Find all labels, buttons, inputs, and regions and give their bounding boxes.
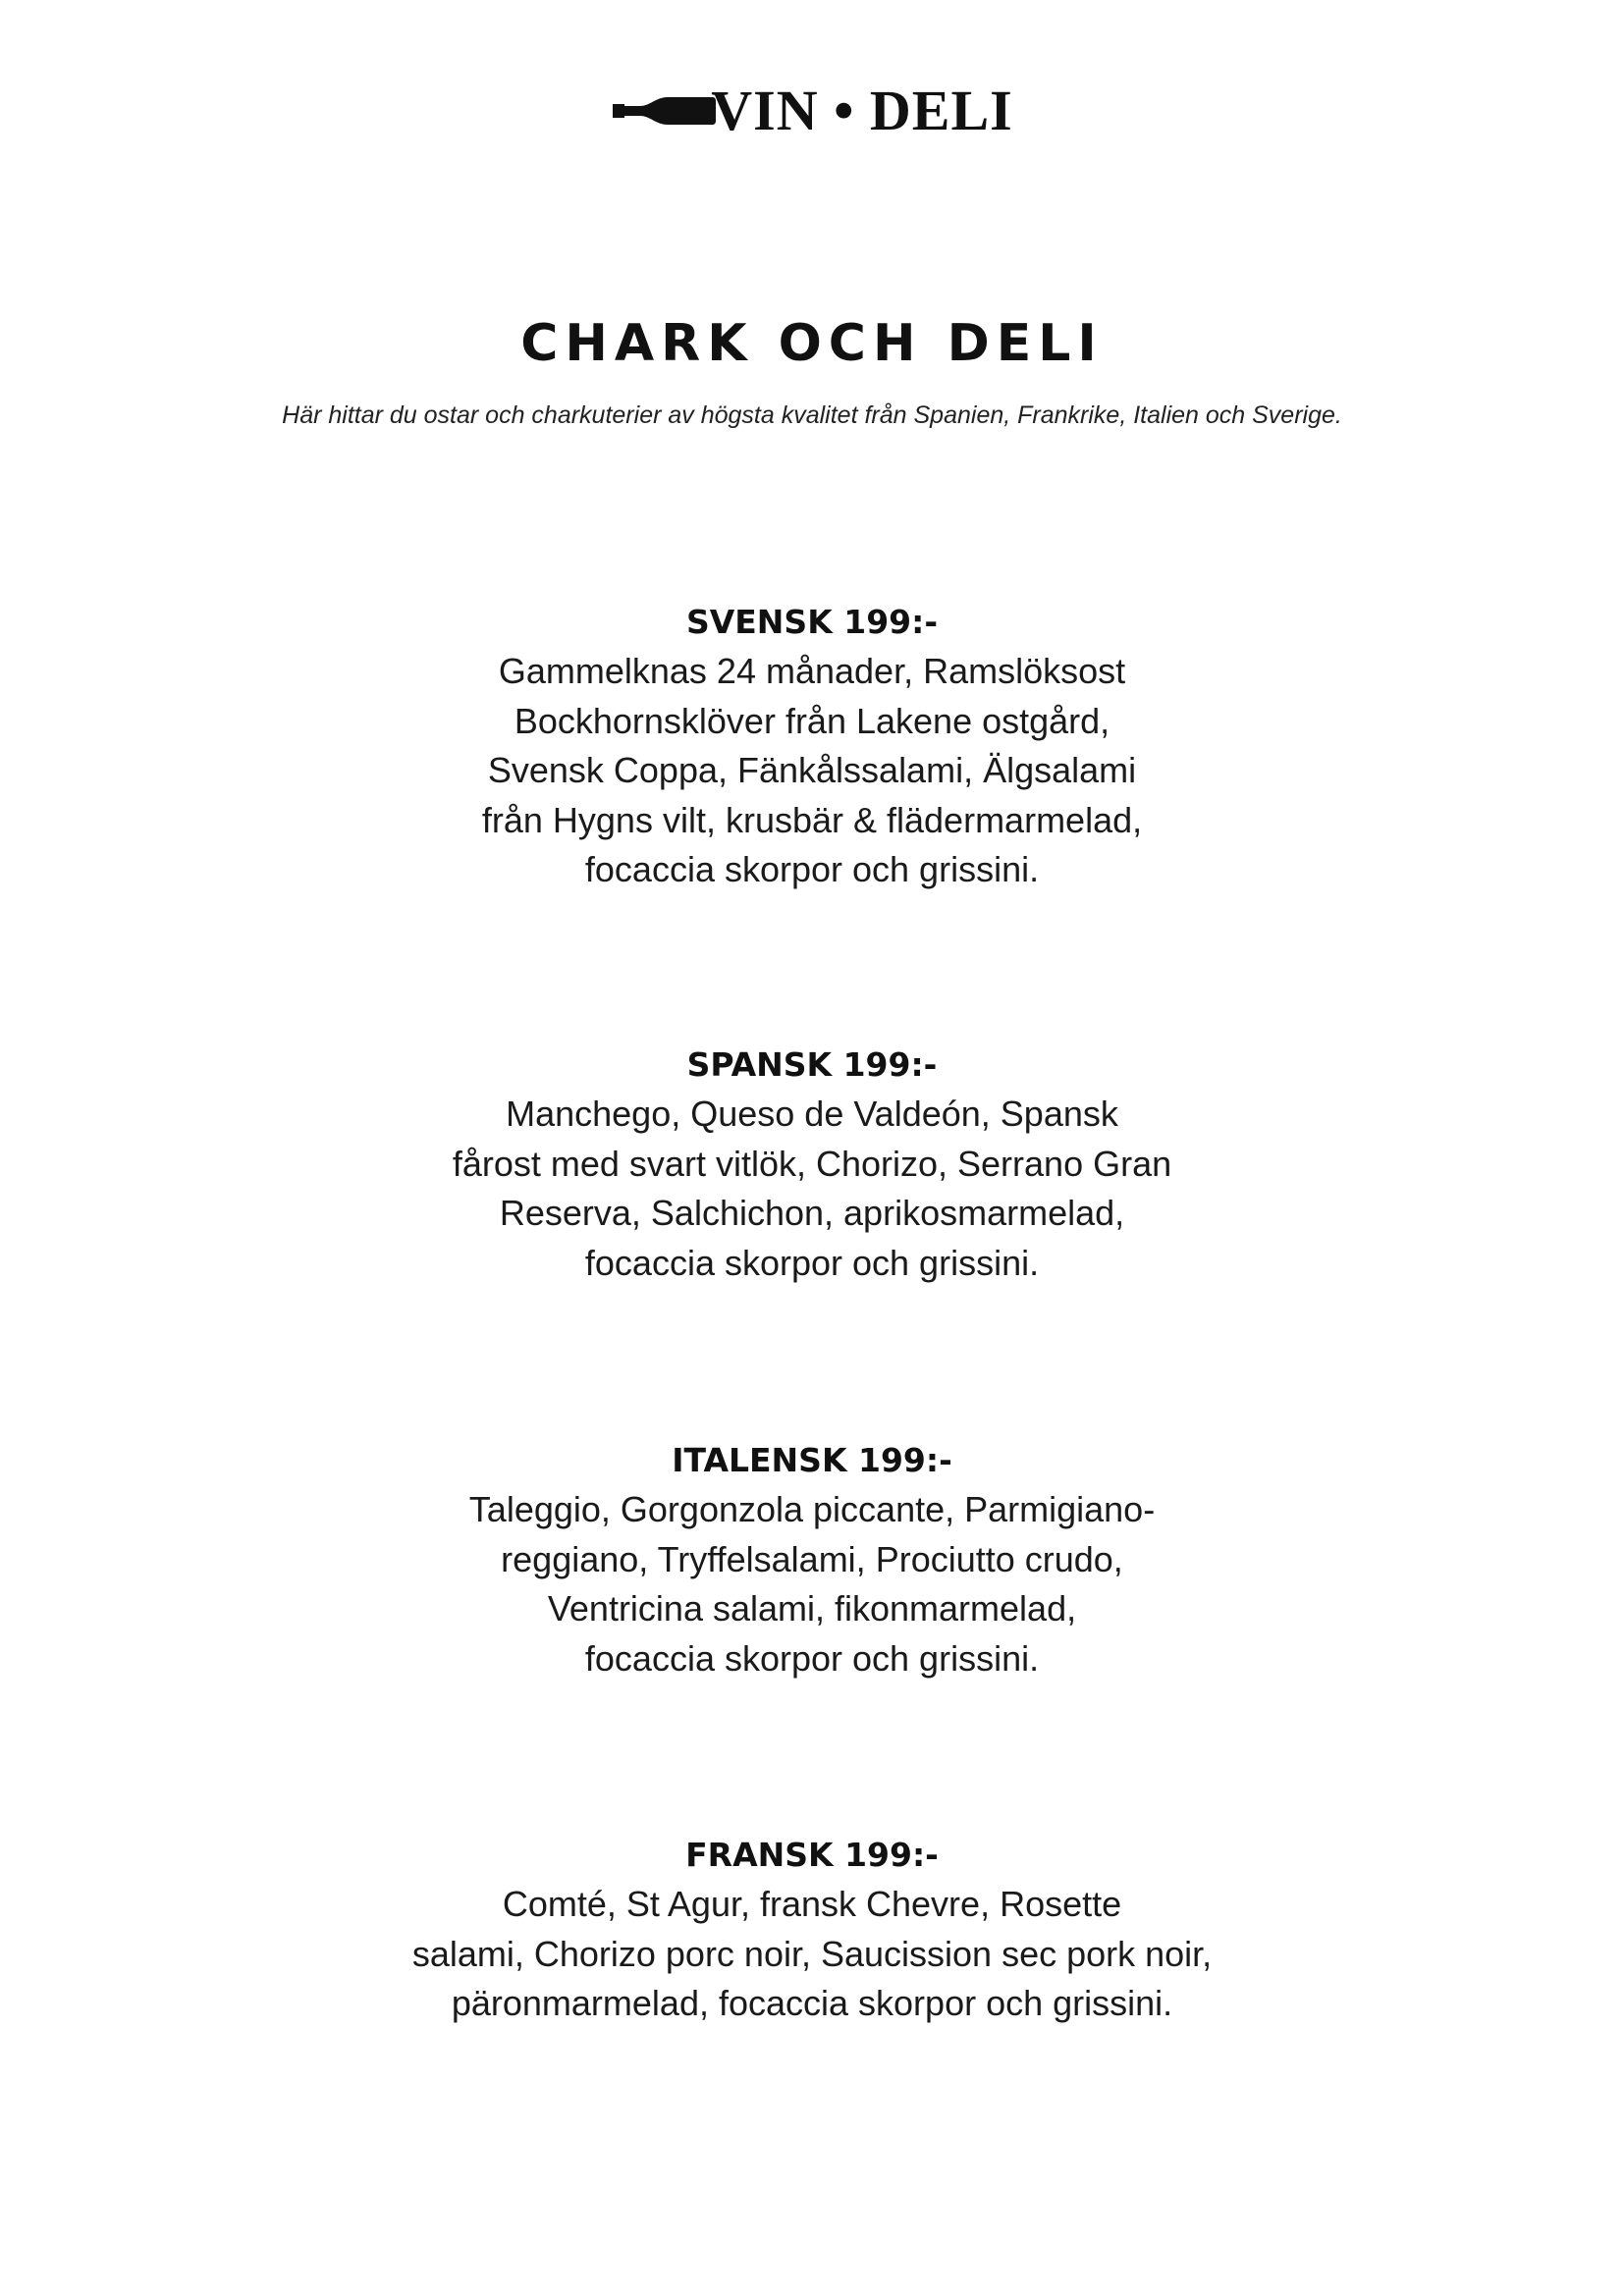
section-line: focaccia skorpor och grissini. (584, 849, 1040, 889)
section-line: Reserva, Salchichon, aprikosmarmelad, (499, 1193, 1125, 1233)
menu-section-svensk (0, 598, 1624, 895)
section-line: Taleggio, Gorgonzola piccante, Parmigiano- (468, 1489, 1156, 1529)
wine-bottle-icon (611, 89, 717, 133)
section-line: Ventricina salami, fikonmarmelad, (547, 1588, 1077, 1629)
section-title: SPANSK 199:- (686, 1045, 938, 1084)
logo-lockup (611, 77, 1012, 145)
section-line: focaccia skorpor och grissini. (584, 1637, 1040, 1679)
section-title: SVENSK 199:- (685, 603, 939, 641)
section-line: Bockhornsklöver från Lakene ostgård, (514, 700, 1110, 741)
section-line: fårost med svart vitlök, Chorizo, Serrano Gran (452, 1143, 1172, 1184)
menu-section-spansk (0, 1041, 1624, 1288)
menu-section-italensk (0, 1436, 1624, 1683)
section-line: reggiano, Tryffelsalami, Prociutto crudo, (501, 1538, 1123, 1579)
menu-section-fransk (0, 1831, 1624, 2029)
section-title: ITALENSK 199:- (672, 1441, 952, 1479)
page-title: CHARK OCH DELI (520, 314, 1104, 373)
section-line: Gammelknas 24 månader, Ramslöksost (498, 651, 1126, 691)
section-title: FRANSK 199:- (685, 1836, 939, 1874)
logo (0, 77, 1624, 145)
section-line: från Hygns vilt, krusbär & flädermarmelad, (481, 799, 1143, 840)
section-line: päronmarmelad, focaccia skorpor och grissini. (451, 1983, 1173, 2023)
section-line: Manchego, Queso de Valdeón, Spansk (506, 1094, 1118, 1134)
section-line: focaccia skorpor och grissini. (584, 1242, 1040, 1283)
section-line: salami, Chorizo porc noir, Saucission sec pork noir, (411, 1933, 1213, 1974)
section-line: Svensk Coppa, Fänkålssalami, Älgsalami (487, 750, 1137, 790)
logo-text: VIN • DELI (711, 79, 1013, 142)
section-line: Comté, St Agur, fransk Chevre, Rosette (502, 1884, 1122, 1924)
intro-text: Här hittar du ostar och charkuterier av högsta kvalitet från Spanien, Frankrike, Italien och Sverige. (282, 401, 1342, 429)
